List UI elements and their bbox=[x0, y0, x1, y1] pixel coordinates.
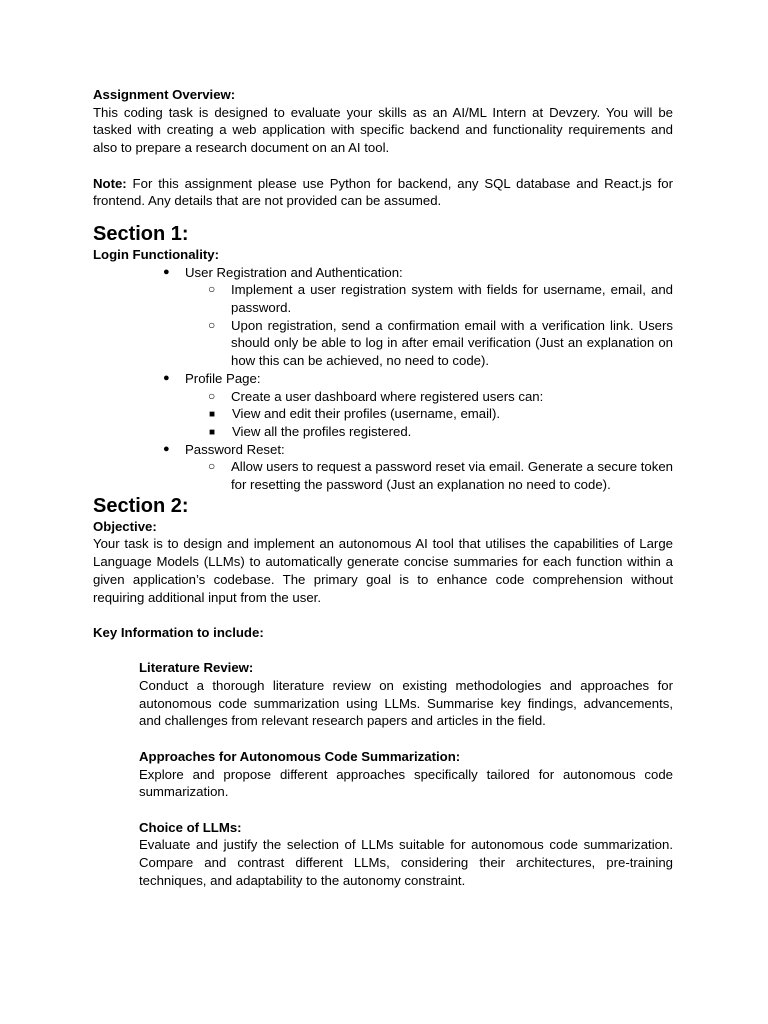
section1-title: Section 1: bbox=[93, 222, 189, 245]
sublist-item: ○ Implement a user registration system with fields for username, email, and password. bbox=[208, 282, 673, 316]
overview-heading: Assignment Overview: bbox=[93, 87, 236, 102]
bullet-icon: ● bbox=[163, 371, 170, 384]
sublist-item: ○ Allow users to request a password reset via email. Generate a secure token for resetting the password (Just an explanation no need to code). bbox=[208, 459, 674, 493]
note-text: For this assignment please use Python for backend, any SQL database and React.js for frontend. Any details that are not provided can be assumed. bbox=[93, 175, 673, 209]
section2-title: Section 2: bbox=[93, 494, 189, 517]
list-item-registration bbox=[93, 264, 673, 370]
subsublist-item: ■ View all the profiles registered. bbox=[139, 423, 673, 441]
key-info-blocks bbox=[93, 659, 673, 889]
circle-bullet-icon: ○ bbox=[208, 459, 216, 474]
choice-of-llms-heading: Choice of LLMs: bbox=[139, 819, 242, 835]
sublist bbox=[185, 388, 673, 406]
circle-bullet-icon: ○ bbox=[208, 282, 216, 297]
document-content bbox=[93, 86, 673, 889]
sublist bbox=[185, 281, 673, 370]
key-info-heading: Key Information to include: bbox=[93, 624, 264, 640]
choice-of-llms-text: Evaluate and justify the selection of LLMs suitable for autonomous code summarization. Compare and contrast different LLMs, considering their architectures, pre-training techniques, and adaptability to the autonomy constraint. bbox=[139, 837, 673, 888]
literature-review-heading: Literature Review: bbox=[139, 660, 254, 676]
list-item-label: User Registration and Authentication: bbox=[185, 264, 403, 280]
bullet-icon: ● bbox=[163, 265, 170, 278]
square-bullet-icon: ■ bbox=[209, 409, 216, 421]
circle-bullet-icon: ○ bbox=[208, 388, 216, 403]
list-item-password-reset bbox=[93, 441, 673, 494]
overview-text: This coding task is designed to evaluate your skills as an AI/ML Intern at Devzery. You will be tasked with creating a web application with specific backend and functionality requirements and also to prepare a research document on an AI tool. bbox=[93, 104, 673, 156]
section1-list bbox=[93, 264, 673, 494]
sublist-item: ○ Upon registration, send a confirmation email with a verification link. Users should only be able to log in after email verification (Just an explanation on how this can be achieved, no need to code). bbox=[208, 317, 673, 369]
list-item-label: Password Reset: bbox=[185, 441, 285, 457]
objective-text: Your task is to design and implement an autonomous AI tool that utilises the capabilities of Large Language Models (LLMs) to automatically generate concise summaries for each function within a given application’s codebase. The primary goal is to enhance code comprehension without requiring additional input from the user. bbox=[93, 536, 673, 605]
note-label: Note: bbox=[93, 175, 127, 191]
sublist bbox=[185, 458, 673, 493]
sublist-item: ○ Create a user dashboard where registered users can: bbox=[208, 388, 544, 404]
literature-review-text: Conduct a thorough literature review on existing methodologies and approaches for autonomous code summarization using LLMs. Summarise key findings, advancements, and challenges from relevant research papers and articles in the field. bbox=[139, 678, 673, 729]
circle-bullet-icon: ○ bbox=[208, 317, 216, 332]
subsublist bbox=[139, 405, 673, 440]
approaches-text: Explore and propose different approaches specifically tailored for autonomous code summarization. bbox=[139, 766, 673, 800]
approaches-heading: Approaches for Autonomous Code Summarization: bbox=[139, 748, 461, 764]
bullet-icon: ● bbox=[163, 442, 170, 455]
list-item-profile bbox=[93, 370, 673, 441]
section1-subheading: Login Functionality: bbox=[93, 246, 219, 262]
note-paragraph bbox=[93, 175, 673, 210]
objective-heading: Objective: bbox=[93, 518, 157, 534]
subsublist-item: ■ View and edit their profiles (username, email). bbox=[139, 405, 673, 423]
list-item-label: Profile Page: bbox=[185, 370, 261, 386]
square-bullet-icon: ■ bbox=[209, 426, 216, 438]
